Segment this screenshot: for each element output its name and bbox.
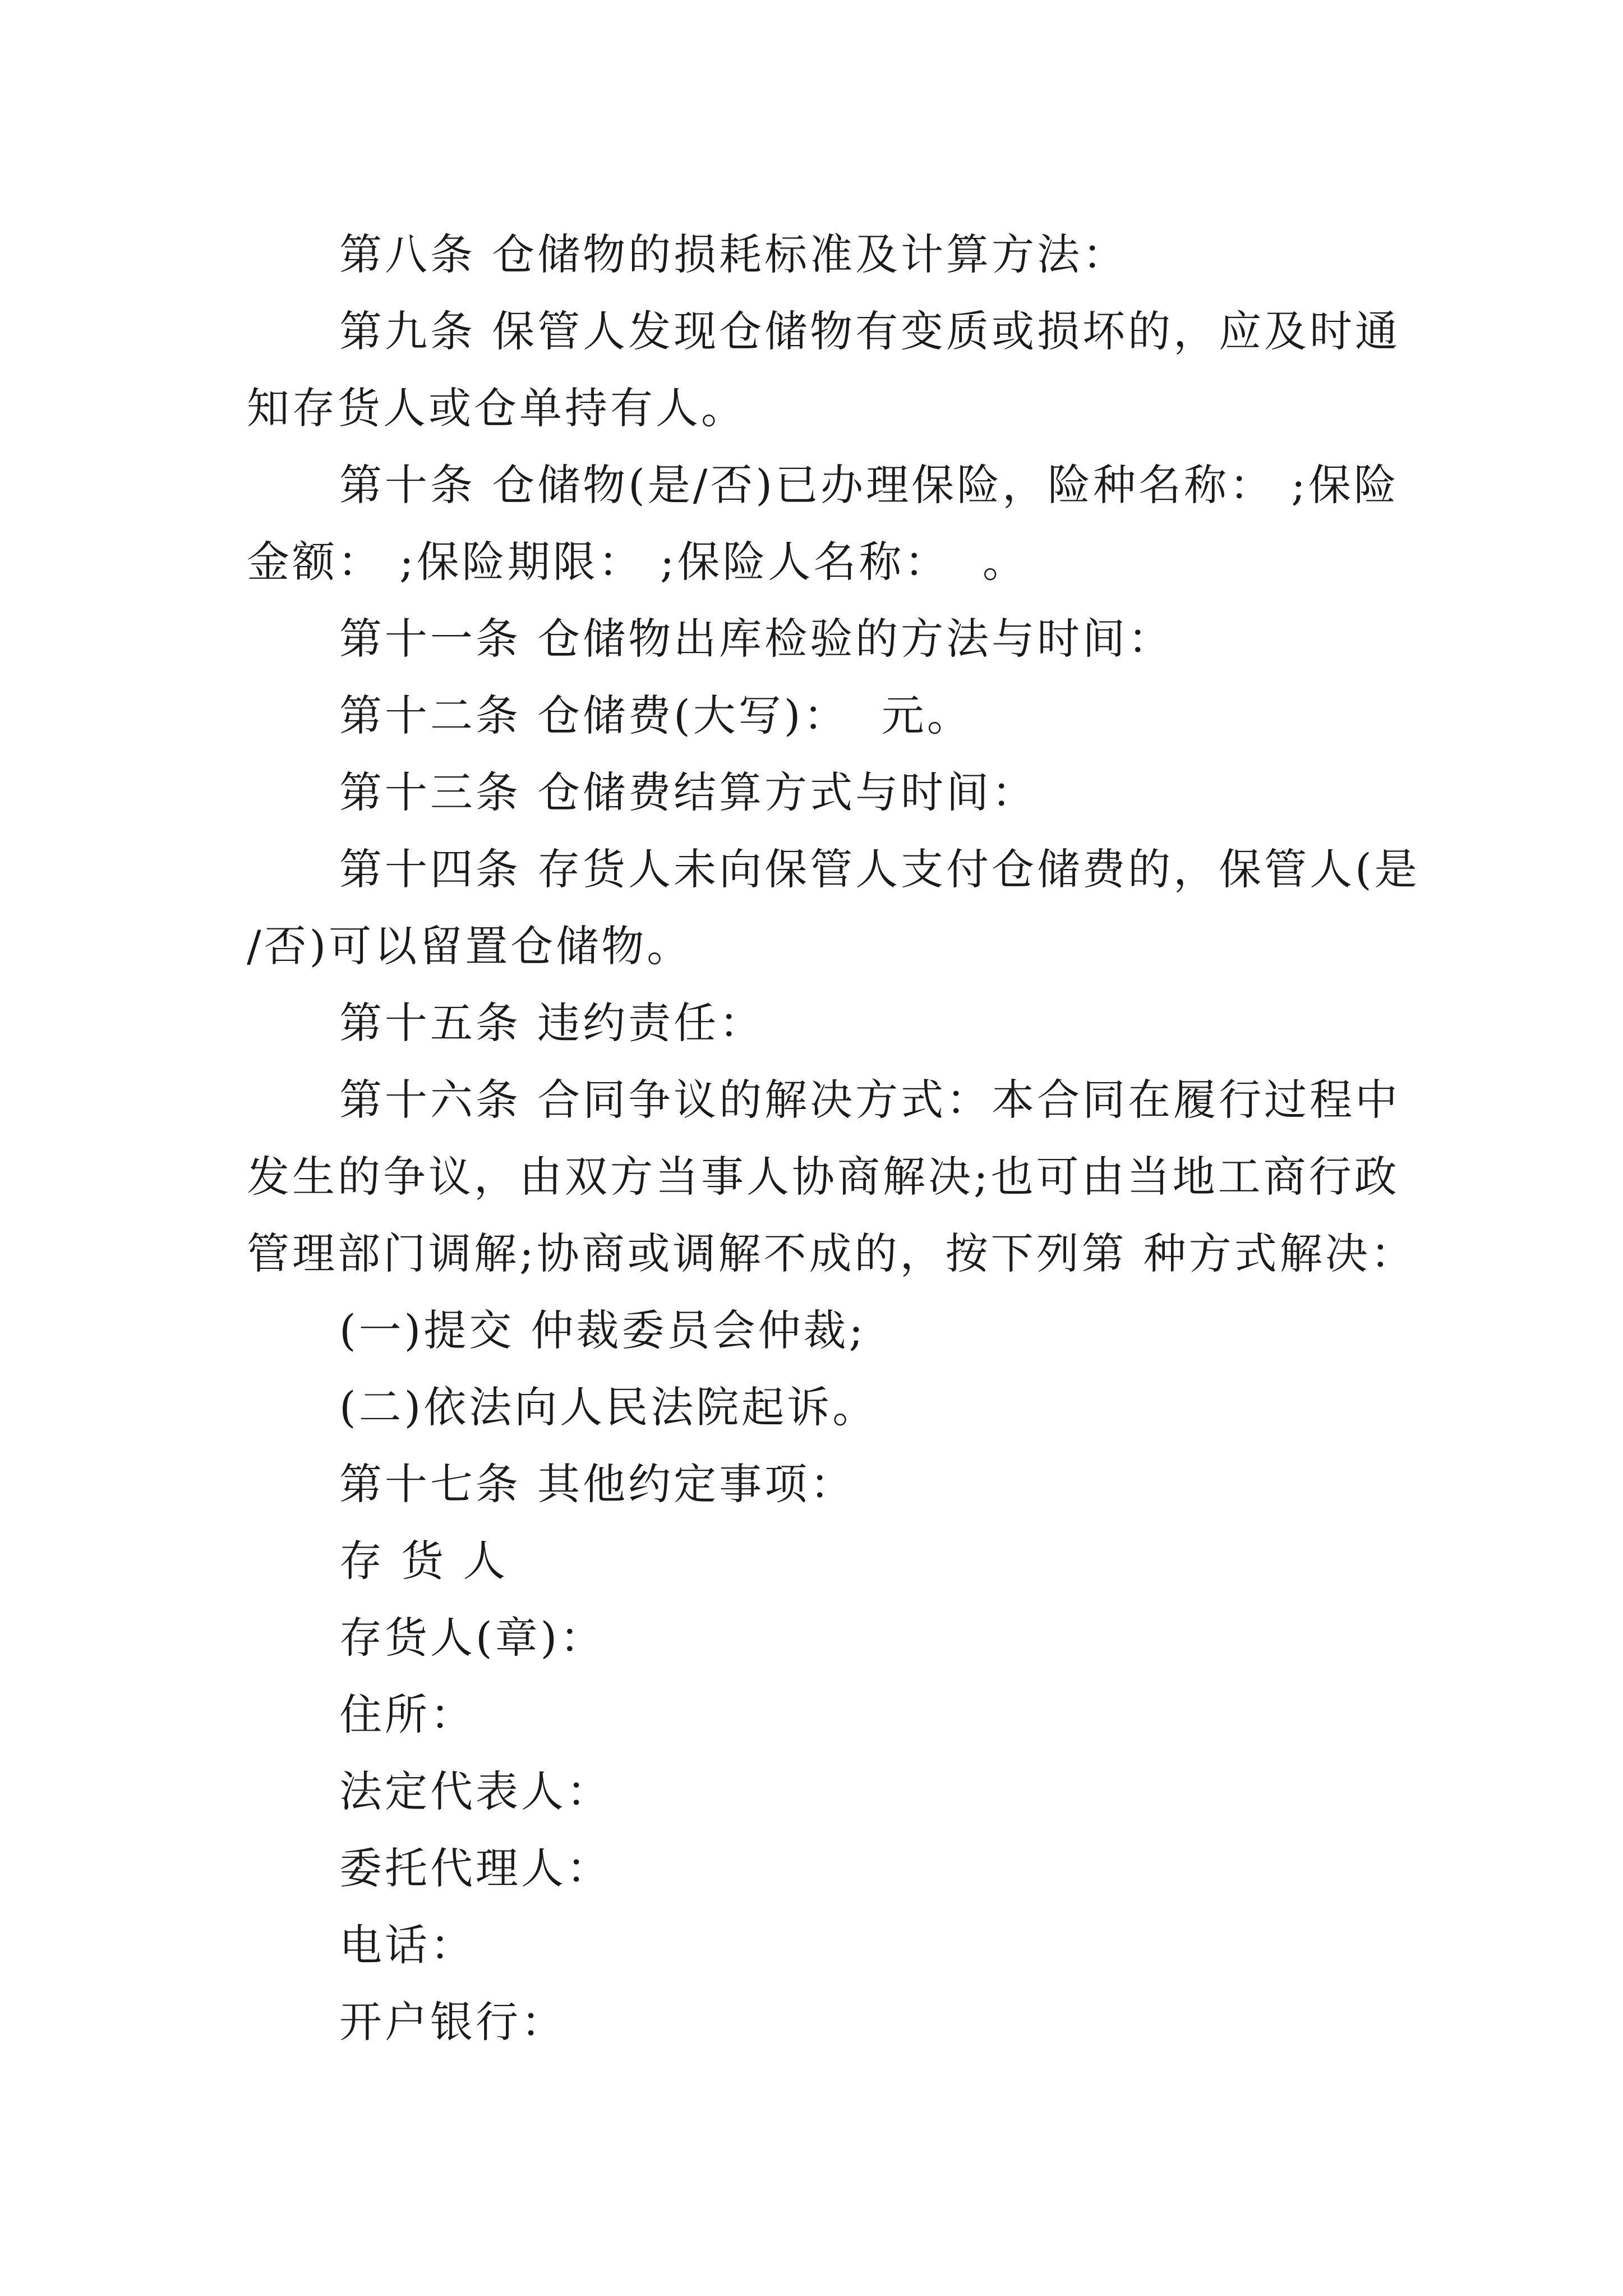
article-13-line: 第十三条 仓储费结算方式与时间： (339, 767, 1038, 817)
phone-field: 电话： (339, 1920, 476, 1970)
document-body (247, 216, 1420, 2060)
article-16-line-2: 发生的争议，由双方当事人协商解决;也可由当地工商行政 (247, 1152, 1400, 1202)
article-14-line-1: 第十四条 存货人未向保管人支付仓储费的，保管人(是 (339, 844, 1420, 894)
article-14-line-2: /否)可以留置仓储物。 (247, 921, 693, 971)
article-11-line: 第十一条 仓储物出库检验的方法与时间： (339, 614, 1174, 664)
depositor-seal-field: 存货人(章)： (339, 1613, 606, 1663)
article-9-line-2: 知存货人或仓单持有人。 (247, 383, 746, 433)
article-10-line-2: 金额： ;保险期限： ;保险人名称： 。 (247, 537, 1028, 587)
depositor-heading: 存 货 人 (339, 1536, 509, 1586)
authorized-agent-field: 委托代理人： (339, 1843, 612, 1893)
dispute-option-1: (一)提交 仲裁委员会仲裁; (339, 1305, 866, 1355)
article-16-line-1: 第十六条 合同争议的解决方式：本合同在履行过程中 (339, 1075, 1401, 1125)
article-9-line-1: 第九条 保管人发现仓储物有变质或损坏的，应及时通 (339, 306, 1401, 356)
article-10-line-1: 第十条 仓储物(是/否)已办理保险，险种名称： ;保险 (339, 460, 1399, 510)
article-17-line: 第十七条 其他约定事项： (339, 1459, 856, 1509)
article-8-line: 第八条 仓储物的损耗标准及计算方法： (339, 229, 1128, 279)
address-field: 住所： (339, 1690, 476, 1740)
bank-field: 开户银行： (339, 1997, 566, 2047)
dispute-option-2: (二)依法向人民法院起诉。 (339, 1382, 878, 1432)
article-12-line: 第十二条 仓储费(大写)： 元。 (339, 691, 972, 740)
article-15-line: 第十五条 违约责任： (339, 998, 765, 1048)
article-16-line-3: 管理部门调解;协商或调解不成的，按下列第 种方式解决： (247, 1228, 1416, 1278)
legal-representative-field: 法定代表人： (339, 1766, 612, 1816)
